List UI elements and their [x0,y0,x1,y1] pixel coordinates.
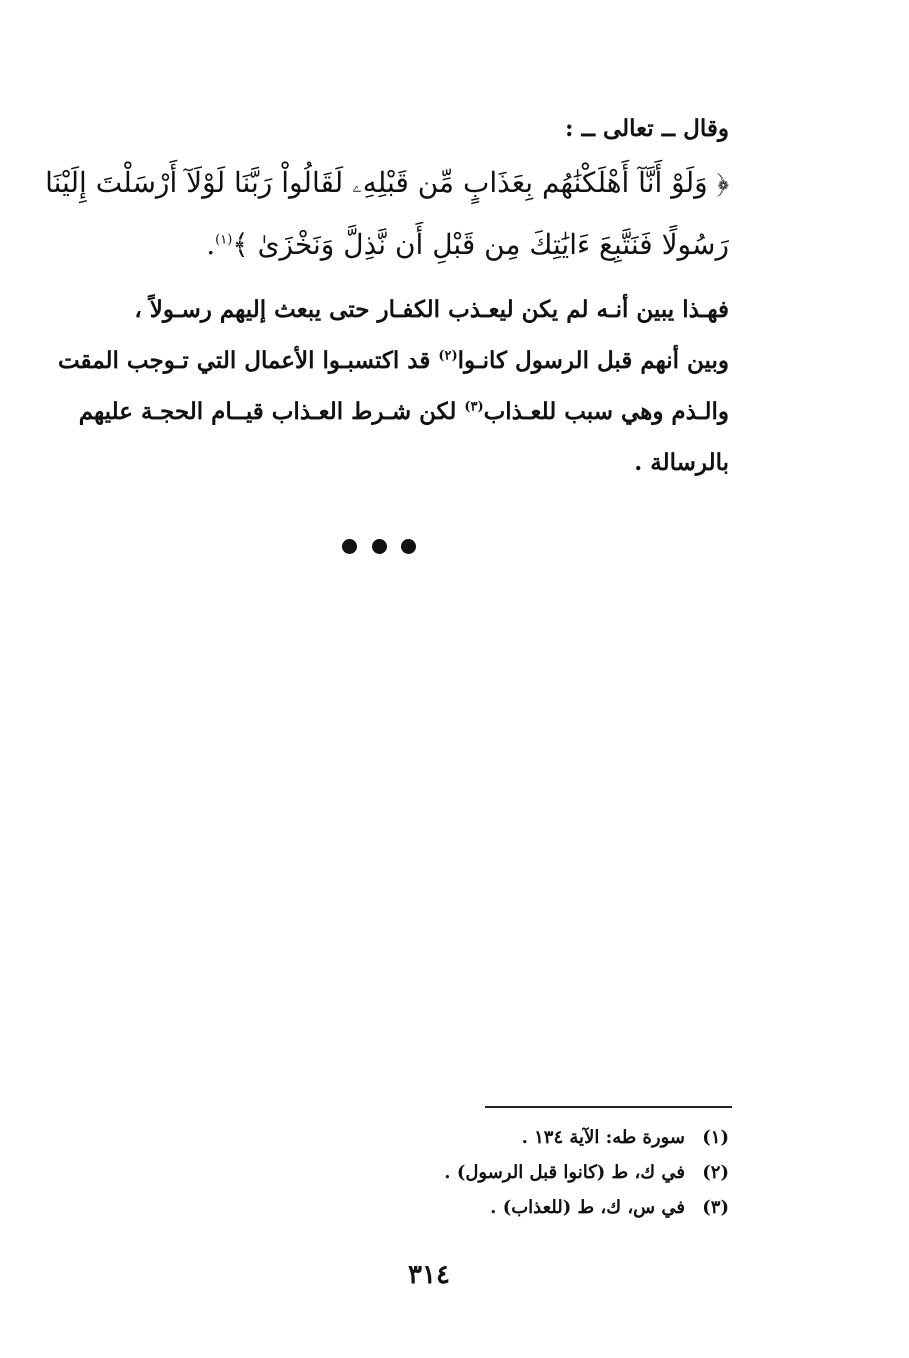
body-paragraph [39,284,729,488]
body-line-3a: والـذم وهي سبب للعـذاب [483,398,729,425]
footnote-item [329,1155,729,1190]
separator-dot [372,539,387,554]
verse-line-2 [39,214,729,276]
verse-line-1: ﴿ وَلَوْ أَنَّآ أَهْلَكْنَٰهُم بِعَذَابٍ مِّن قَبْلِهِۦ لَقَالُواْ رَبَّنَا لَوْلَآ أَرْسَلْتَ إِلَيْنَا [45,166,729,199]
footnote-item [329,1120,729,1155]
separator-dot [401,539,416,554]
body-line-3 [39,386,729,437]
body-line-2b: قد اكتسبـوا الأعمال التي تـوجب المقت [57,347,439,374]
footnote-number: (١) [702,1127,729,1148]
intro-text: وقال ــ تعالى ــ : [565,115,729,142]
footnote-text: سورة طه: الآية ١٣٤ . [521,1127,685,1148]
verse-footnote-ref: (١) [215,232,233,248]
footnote-text: في ك، ط (كانوا قبل الرسول) . [444,1162,685,1183]
body-line-4: بالرسالة . [634,449,729,476]
page-number: ٣١٤ [408,1260,450,1290]
body-line-3b: لكن شـرط العـذاب قيــام الحجـة عليهم [78,398,465,425]
body-line-2a: وبين أنهم قبل الرسول كانـوا [457,347,729,374]
footnote-ref-2: (٢) [438,348,458,364]
verse-end-mark: . [206,228,216,261]
footnotes [329,1120,729,1225]
section-separator [342,538,416,554]
footnote-number: (٢) [702,1162,729,1183]
footnote-divider [485,1106,732,1108]
body-line-1: فهـذا يبين أنـه لم يكن ليعـذب الكفـار حتى يبعث إليهم رسـولاً ، [134,296,729,323]
footnote-ref-3: (٣) [464,399,484,415]
separator-dot [342,539,357,554]
body-line-2 [39,335,729,386]
footnote-item [329,1190,729,1225]
verse-line-2-text: رَسُولًا فَنَتَّبِعَ ءَايَٰتِكَ مِن قَبْلِ أَن نَّذِلَّ وَنَخْزَىٰ ﴾ [232,228,729,261]
quran-verse [39,152,729,276]
footnote-text: في س، ك، ط (للعذاب) . [490,1197,685,1218]
intro-line [39,112,729,146]
footnote-number: (٣) [702,1197,729,1218]
